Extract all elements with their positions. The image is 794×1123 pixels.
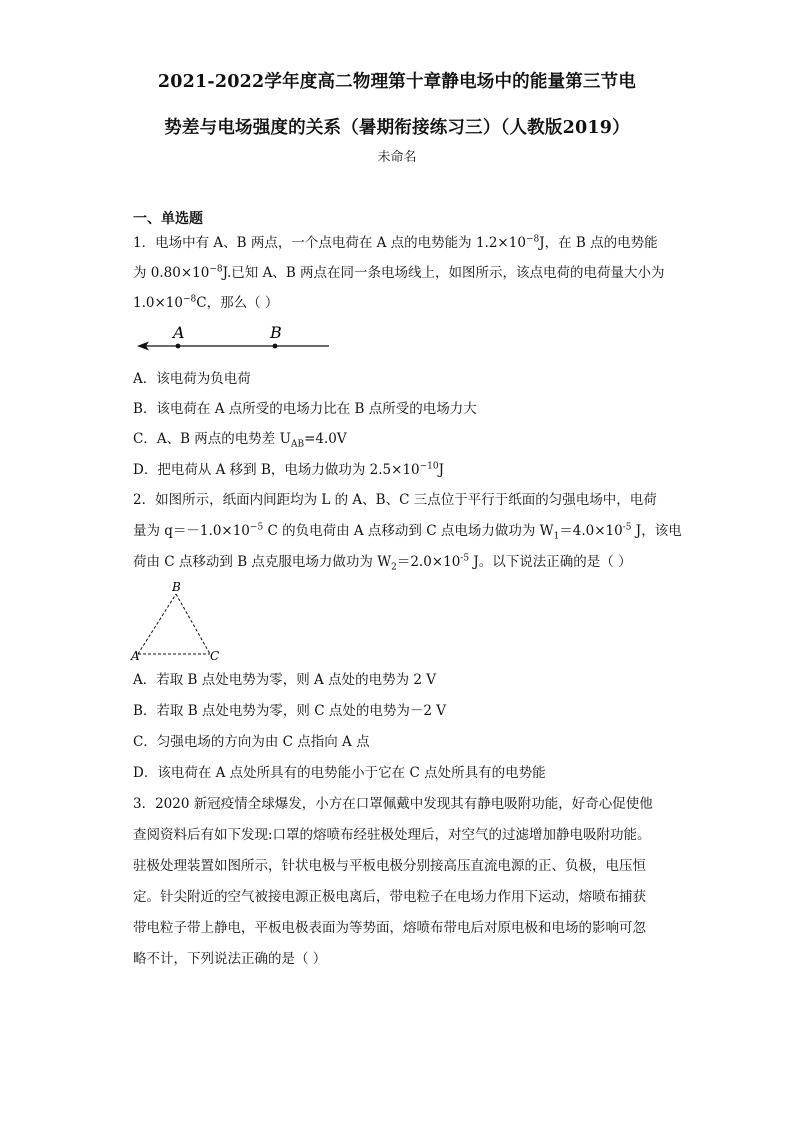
q2-option-b: B．若取 B 点处电势为零，则 C 点处的电势为－2 V [133,703,446,719]
q3-stem-line6: 略不计，下列说法正确的是（ ） [133,951,327,967]
section-heading: 一、单选题 [133,211,203,227]
q3-stem-line3: 驻极处理装置如图所示，针状电极与平板电极分别接高压直流电源的正、负极，电压恒 [133,858,646,874]
q1-stem-line1: 1．电场中有 A、B 两点，一个点电荷在 A 点的电势能为 $1.2\times 10^{-8}J$，在 B 点的电势能 [133,234,658,251]
q1-option-b: B．该电荷在 A 点所受的电场力比在 B 点所受的电场力大 [133,401,477,417]
page-title-line2: 势差与电场强度的关系（暑期衔接练习三）（人教版2019） [164,118,630,138]
q3-stem-line4: 定。针尖附近的空气被接电源正极电离后，带电粒子在电场力作用下运动，熔喷布捕获 [133,889,646,905]
q3-stem-line5: 带电粒子带上静电，平板电极表面为等势面，熔喷布带电后对原电极和电场的影响可忽 [133,920,646,936]
point-a [176,344,181,349]
vertex-c-label: C [210,649,220,662]
q3-stem-line2: 查阅资料后有如下发现:口罩的熔喷布经驻极处理后，对空气的过滤增加静电吸附功能。 [133,827,651,843]
page-title-line1: 2021-2022学年度高二物理第十章静电场中的能量第三节电 [157,72,637,92]
q2-option-c: C．匀强电场的方向为由 C 点指向 A 点 [133,734,370,750]
point-b-label: B [270,323,282,342]
q1-stem-line3: $1.0\times 10^{-8}C$，那么（ ） [133,294,279,311]
point-b [273,344,278,349]
q2-stem-line3: 荷由 C 点移动到 B 点克服电场力做功为 $W_2=2.0\times 10^{-5}$ J。以下说法正确的是（ ） [133,553,632,573]
vertex-a-label: A [131,649,140,662]
q2-stem-line1: 2．如图所示，纸面内间距均为 L 的 A、B、C 三点位于平行于纸面的匀强电场中，电荷 [133,492,657,508]
vertex-b-label: B [172,580,181,594]
q1-option-d: D．把电荷从 A 移到 B，电场力做功为 $2.5\times 10^{-10}J$ [133,461,445,478]
q3-stem-line1: 3．2020 新冠疫情全球爆发，小方在口罩佩戴中发现其有静电吸附功能，好奇心促使他 [133,796,653,812]
q1-field-line-figure [133,322,333,358]
q1-option-a: A．该电荷为负电荷 [133,371,251,387]
q2-triangle-figure [130,580,230,662]
q2-option-a: A．若取 B 点处电势为零，则 A 点处的电势为 2 V [133,672,437,688]
q2-option-d: D．该电荷在 A 点处所具有的电势能小于它在 C 点处所具有的电势能 [133,765,546,781]
q1-stem-line2: 为 $0.80\times 10^{-8}J$.已知 A、B 两点在同一条电场线上，如图所示，该点电荷的电荷量大小为 [133,264,665,281]
q1-option-c: C．A、B 两点的电势差 $U_{AB}=4.0V$ [133,431,347,450]
page-subtitle: 未命名 [377,150,417,165]
q2-stem-line2: 量为 $q=-1.0\times 10^{-5}$ C 的负电荷由 A 点移动到 C 点电场力做功为 $W_1=4.0\times 10^{-5}$ J，该电 [133,522,682,542]
point-a-label: A [173,323,185,342]
